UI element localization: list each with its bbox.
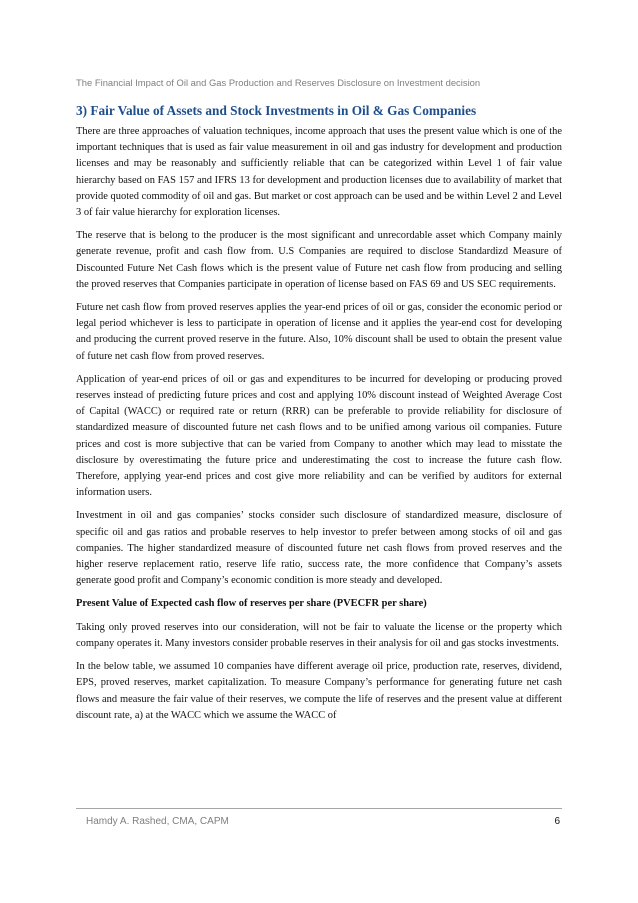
page-body [76,102,562,731]
paragraph-future-cash-flow: Future net cash flow from proved reserves applies the year-end prices of oil or gas, consider the economic period or legal period whichever is less to participate in operation of license and it applies the year-end cost for developing and producing the current proved reserve in the future. Also, 10% discount shall be used to obtain the present value of future net cash flow from proved reserves. [76,302,562,362]
paragraph-table-intro: In the below table, we assumed 10 companies have different average oil price, production rate, reserves, dividend, EPS, proved reserves, market capitalization. To measure Company’s performance for generating future net cash flows and measure the fair value of their reserves, we compute the life of reserves and the present value at different discount rate, a) at the WACC which we assume the WACC of [76,661,562,721]
paragraph-year-end-prices: Application of year-end prices of oil or gas and expenditures to be incurred for developing or producing proved reserves instead of predicting future prices and cost and applying 10% discount instead of Weighted Average Cost of Capital (WACC) or required rate or return (RRR) can be preferable to provide reliability for disclosure of standardized measure of discounted future net cash flows and to be unified among various oil companies. Future prices and cost is more subjective that can be varied from Company to another which may lead to misstate the disclosure by overestimating the future price and underestimating the cost to increase the future cash flow. Therefore, applying year-end prices and cost give more reliability and can be verified by auditors for external information users. [76,373,562,499]
paragraph-proved-reserves: Taking only proved reserves into our consideration, will not be fair to valuate the license or the property which company operates it. Many investors consider probable reserves in their analysis for oil and gas stocks investments. [76,621,562,649]
page-number: 6 [554,816,560,827]
paragraph-valuation-approaches: There are three approaches of valuation techniques, income approach that uses the present value which is one of the important techniques that is used as fair value measurement in oil and gas industry for development and production licenses and may be reasonably and sufficiently reliable that can be categorized within Level 1 of fair value hierarchy based on FAS 157 and IFRS 13 for development and production licenses due to availability of market that provide quoted commodity of oil and gas. But market or cost approach can be used and be within Level 2 and Level 3 of fair value hierarchy for exploration licenses. [76,126,562,219]
paragraph-investment: Investment in oil and gas companies’ stocks consider such disclosure of standardized measure, disclosure of specific oil and gas ratios and probable reserves to help investor to prefer between among stocks of oil and gas companies. The higher standardized measure of discounted future net cash flows from proved reserves and the higher reserve replacement ratio, reserve life ratio, success rate, the more confidence that Company’s assets generate good profit and Company’s economic condition is more steady and developed. [76,510,562,587]
section-title: 3) Fair Value of Assets and Stock Investments in Oil & Gas Companies [76,103,477,118]
subheading-pvecfr: Present Value of Expected cash flow of reserves per share (PVECFR per share) [76,598,427,610]
running-header: The Financial Impact of Oil and Gas Production and Reserves Disclosure on Investment decision [76,77,481,88]
footer-divider [76,808,562,809]
paragraph-reserves: The reserve that is belong to the producer is the most significant and unrecordable asset which Company mainly generate revenue, profit and cash flow from. U.S Companies are required to disclose Standardizd Measure of Discounted Future Net Cash flows which is the present value of Future net cash flow from producing and selling the proved reserves that Companies participate in operation of license based on FAS 69 and US SEC requirements. [76,230,562,290]
footer-author: Hamdy A. Rashed, CMA, CAPM [86,816,229,827]
